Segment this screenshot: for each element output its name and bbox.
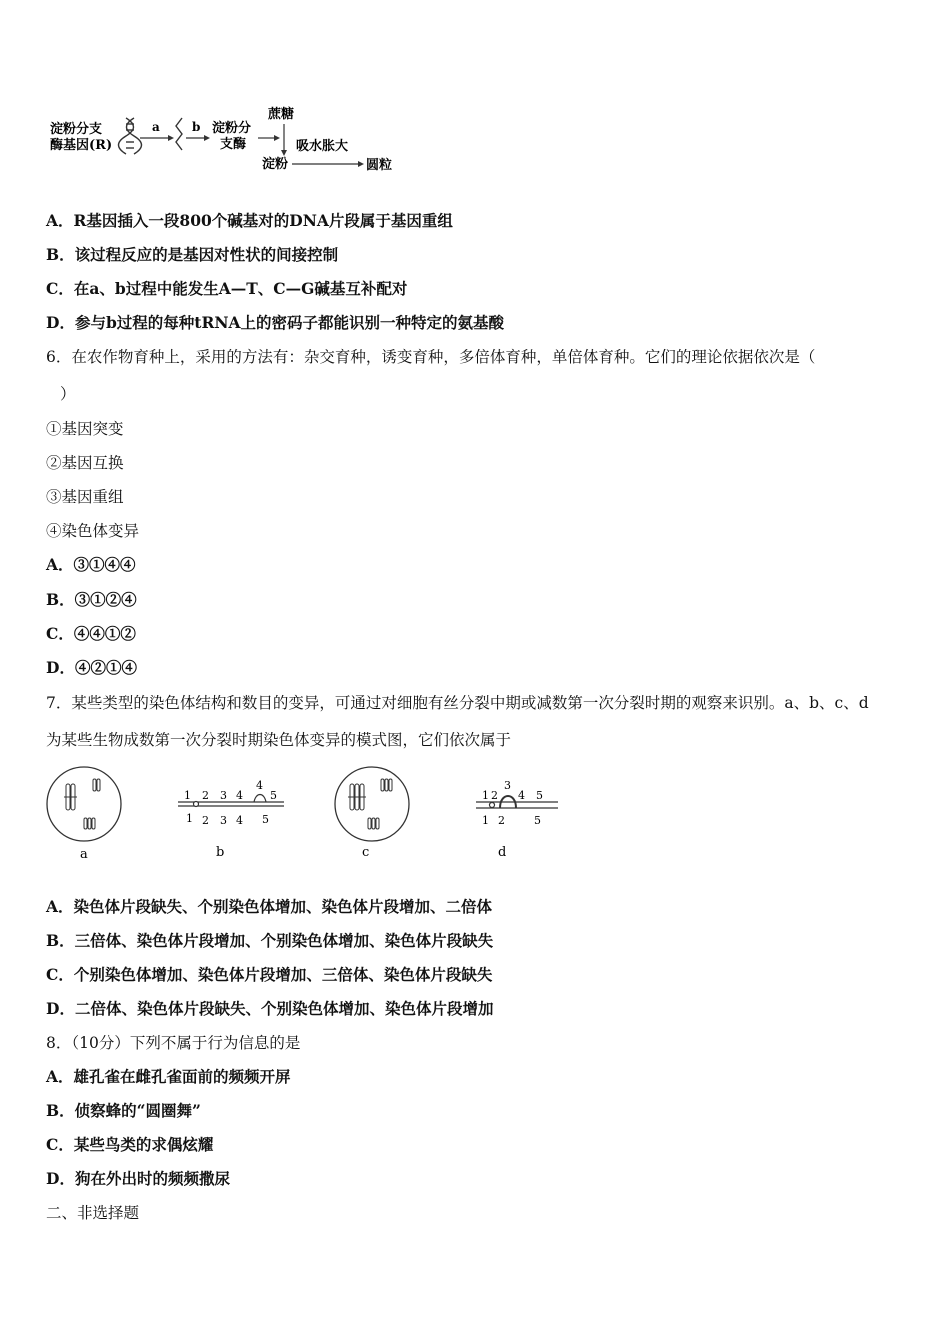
b-top-4: 4	[236, 789, 243, 802]
arrow-b-label: b	[192, 120, 201, 134]
chromosome-variation-figure	[46, 762, 576, 866]
q6-item-1: ①基因突变	[46, 420, 124, 438]
q5-option-b: B．该过程反应的是基因对性状的间接控制	[46, 245, 339, 264]
arrow-down	[281, 124, 287, 156]
cell-a	[47, 767, 121, 841]
enzyme-label-line2: 支酶	[220, 137, 247, 152]
q6-stem-line1: 6．在农作物育种上，采用的方法有：杂交育种，诱变育种，多倍体育种，单倍体育种。它们的理论依据依次是（	[46, 348, 816, 366]
dna-helix-icon	[119, 118, 142, 154]
enzyme-label-line1: 淀粉分	[212, 121, 252, 136]
q6-option-a: A．③①④④	[46, 555, 136, 574]
d-bottom-5: 5	[534, 814, 541, 827]
q7-stem-line2: 为某些生物成数第一次分裂时期染色体变异的模式图，它们依次属于	[46, 731, 512, 749]
q7-option-b: B．三倍体、染色体片段增加、个别染色体增加、染色体片段缺失	[46, 931, 494, 950]
q8-option-b: B．侦察蜂的“圆圈舞”	[46, 1101, 201, 1120]
arrow-a-label: a	[152, 120, 160, 134]
q7-option-d: D．二倍体、染色体片段缺失、个别染色体增加、染色体片段增加	[46, 999, 494, 1018]
q8-option-a: A．雄孔雀在雌孔雀面前的频频开屏	[46, 1067, 291, 1086]
arrow-to-branch	[258, 135, 280, 141]
b-top-2: 2	[202, 789, 209, 802]
round-grain-label: 圆粒	[366, 158, 393, 173]
b-top-3: 3	[220, 789, 227, 802]
b-bottom-3: 3	[220, 814, 227, 827]
b-bottom-2: 2	[202, 814, 209, 827]
q6-item-4: ④染色体变异	[46, 522, 140, 540]
q5-option-c: C．在a、b过程中能发生A—T、C—G碱基互补配对	[46, 279, 408, 298]
q8-option-d: D．狗在外出时的频频撒尿	[46, 1169, 230, 1188]
q6-item-3: ③基因重组	[46, 488, 124, 506]
q7-option-c: C．个别染色体增加、染色体片段增加、三倍体、染色体片段缺失	[46, 965, 493, 984]
q6-option-c: C．④④①②	[46, 624, 136, 643]
arrow-b	[186, 135, 210, 141]
d-bottom-2: 2	[498, 814, 505, 827]
q7-stem-line1: 7．某些类型的染色体结构和数目的变异，可通过对细胞有丝分裂中期或减数第一次分裂时期的观察来识别。a、b、c、d	[46, 694, 869, 712]
q6-option-b: B．③①②④	[46, 590, 137, 609]
d-top-5: 5	[536, 789, 543, 802]
absorb-label: 吸水胀大	[296, 139, 349, 154]
figure-label-c: c	[362, 845, 370, 860]
d-top-3: 3	[504, 779, 511, 792]
b-top-4-loop: 4	[256, 779, 263, 792]
q8-stem: 8．（10分）下列不属于行为信息的是	[46, 1034, 301, 1052]
figure-label-d: d	[498, 845, 507, 860]
b-bottom-4: 4	[236, 814, 243, 827]
q6-stem-line2: ）	[60, 385, 76, 403]
gene-label-line1: 淀粉分支	[50, 122, 103, 137]
d-top-2: 2	[491, 789, 498, 802]
diagram-b	[178, 795, 284, 807]
sucrose-label: 蔗糖	[268, 107, 295, 122]
d-top-1: 1	[482, 789, 489, 802]
d-bottom-1: 1	[482, 814, 489, 827]
q7-option-a: A．染色体片段缺失、个别染色体增加、染色体片段增加、二倍体	[46, 897, 493, 916]
q6-option-d: D．④②①④	[46, 658, 137, 677]
starch-label: 淀粉	[262, 157, 289, 172]
b-bottom-1: 1	[186, 812, 193, 825]
q6-item-2: ②基因互换	[46, 454, 124, 472]
b-top-1: 1	[184, 789, 191, 802]
q5-option-d: D．参与b过程的每种tRNA上的密码子都能识别一种特定的氨基酸	[46, 313, 505, 332]
b-top-5: 5	[270, 789, 277, 802]
arrow-a	[140, 135, 174, 141]
figure-label-a: a	[80, 847, 88, 862]
d-top-4: 4	[518, 789, 525, 802]
b-bottom-5: 5	[262, 813, 269, 826]
mrna-squiggle-icon	[176, 118, 182, 150]
section-2-title: 二、非选择题	[46, 1204, 140, 1222]
starch-pathway-figure	[46, 104, 406, 184]
q8-option-c: C．某些鸟类的求偶炫耀	[46, 1135, 214, 1154]
gene-label-line2: 酶基因(R)	[50, 138, 113, 153]
q5-option-a: A．R基因插入一段800个碱基对的DNA片段属于基因重组	[46, 211, 453, 230]
figure-label-b: b	[216, 845, 225, 860]
cell-c	[335, 767, 409, 841]
arrow-to-round	[292, 161, 364, 167]
